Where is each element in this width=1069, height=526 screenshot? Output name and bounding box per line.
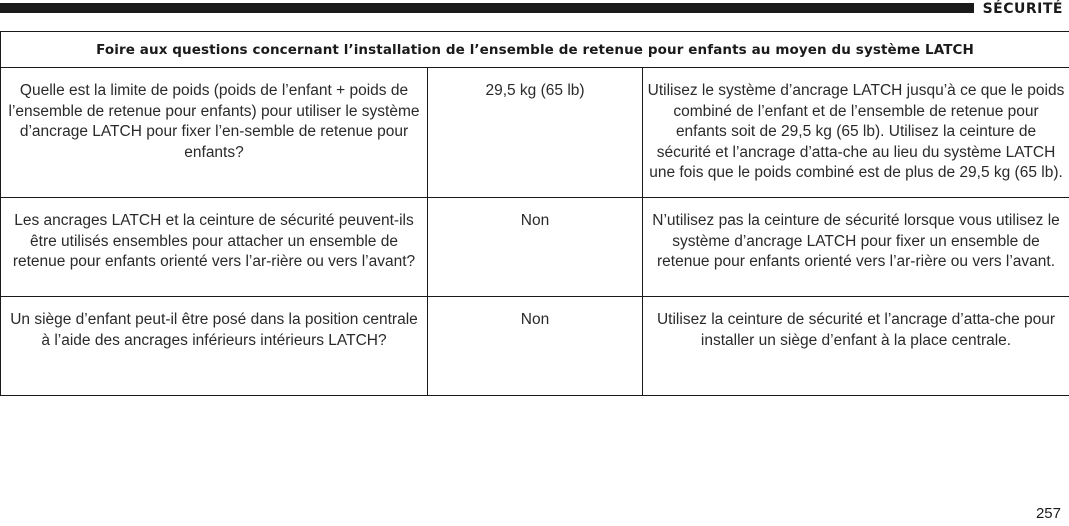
section-title: SÉCURITÉ — [982, 1, 1063, 17]
latch-faq-table — [0, 31, 1069, 396]
table-row — [1, 198, 1069, 297]
question-cell: Un siège d’enfant peut-il être posé dans la position centrale à l’aide des ancrages inférieurs intérieurs LATCH? — [1, 297, 428, 396]
question-cell: Quelle est la limite de poids (poids de l’enfant + poids de l’ensemble de retenue pour enfants) pour utiliser le système d’ancrage LATCH pour fixer l’en-semble de retenue pour enfants? — [1, 68, 428, 198]
table-row — [1, 68, 1069, 198]
answer-cell: 29,5 kg (65 lb) — [428, 68, 643, 198]
page-number: 257 — [1035, 505, 1061, 522]
question-cell: Les ancrages LATCH et la ceinture de sécurité peuvent-ils être utilisés ensembles pour attacher un ensemble de retenue pour enfants orienté vers l’ar-rière ou vers l’avant? — [1, 198, 428, 297]
recommendation-cell: Utilisez la ceinture de sécurité et l’ancrage d’atta-che pour installer un siège d’enfant à la place centrale. — [643, 297, 1069, 396]
header-rule — [0, 3, 974, 13]
answer-cell: Non — [428, 297, 643, 396]
table-row — [1, 297, 1069, 396]
answer-cell: Non — [428, 198, 643, 297]
recommendation-cell: N’utilisez pas la ceinture de sécurité lorsque vous utilisez le système d’ancrage LATCH pour fixer un ensemble de retenue pour enfants orienté vers l’ar-rière ou vers l’avant. — [643, 198, 1069, 297]
table-title: Foire aux questions concernant l’installation de l’ensemble de retenue pour enfants au moyen du système LATCH — [1, 32, 1069, 68]
recommendation-cell: Utilisez le système d’ancrage LATCH jusqu’à ce que le poids combiné de l’enfant et de l’ensemble de retenue pour enfants soit de 29,5 kg (65 lb). Utilisez la ceinture de sécurité et l’ancrage d’atta-che au lieu du système LATCH une fois que le poids combiné est de plus de 29,5 kg (65 lb). — [643, 68, 1069, 198]
